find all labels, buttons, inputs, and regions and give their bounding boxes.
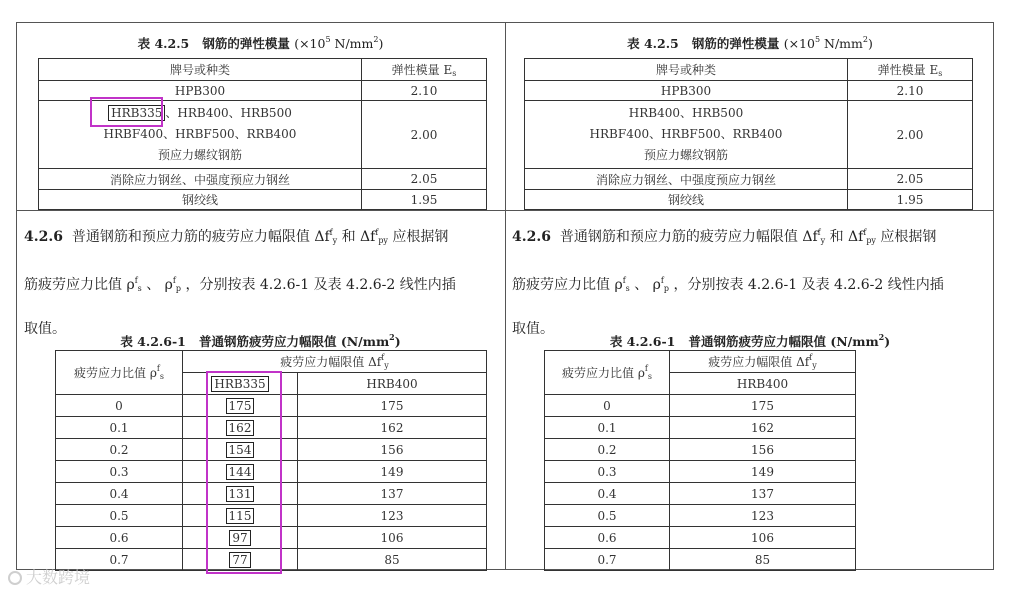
table-row: 0.1 162 162 [56,417,487,439]
fatigue-stress-table [544,350,856,571]
header-fatigue-limit: 疲劳应力幅限值 $\Delta f^f_y$ [670,351,856,373]
table-row: 0.2 156 [545,439,856,461]
table-row: 0.4 131 137 [56,483,487,505]
table-4-2-5-title: 表 4.2.5 钢筋的弹性模量 ($\times 10^5$ $N/mm^2$) [627,35,873,51]
elastic-modulus-table [38,58,487,210]
modulus-value: 1.95 [362,190,487,210]
table-4-2-5-title: 表 4.2.5 钢筋的弹性模量 ($\times 10^5$ $N/mm^2$) [137,35,384,51]
watermark-logo-icon [8,571,22,585]
hrb335-mark: HRB335 [108,105,165,121]
grade-cell: 消除应力钢丝、中强度预应力钢丝 [525,169,848,190]
grade-cell: 钢绞线 [39,190,362,210]
modulus-value: 2.05 [848,169,973,190]
modulus-value: 1.95 [848,190,973,210]
header-grade: 牌号或种类 [525,59,848,81]
header-grade: 牌号或种类 [39,59,362,81]
header-modulus: 弹性模量 $E_s$ [362,59,487,81]
table-row: 0 175 [545,395,856,417]
right-panel [506,22,994,570]
grade-cell: HPB300 [525,81,848,101]
table-row: 0.6 97 106 [56,527,487,549]
elastic-modulus-table [524,58,973,210]
table-row: 0.7 85 [545,549,856,571]
table-row: 0.5 115 123 [56,505,487,527]
header-ratio: 疲劳应力比值 $\rho^f_s$ [545,351,670,395]
header-fatigue-limit: 疲劳应力幅限值 $\Delta f^f_y$ [183,351,487,373]
table-row: 0.2 154 156 [56,439,487,461]
header-ratio: 疲劳应力比值 $\rho^f_s$ [56,351,183,395]
table-row: 0.3 144 149 [56,461,487,483]
table-row: 0.4 137 [545,483,856,505]
grade-cell: HPB300 [39,81,362,101]
header-hrb335: HRB335 [183,373,298,395]
table-row: 0 175 175 [56,395,487,417]
table-row: 0.6 106 [545,527,856,549]
table-4-2-6-1-title: 表 4.2.6-1 普通钢筋疲劳应力幅限值 $(N/mm^2)$ [120,332,401,349]
modulus-value: 2.00 [848,101,973,169]
header-modulus: 弹性模量 $E_s$ [848,59,973,81]
grade-cell: HRB335 、HRB400、HRB500 HRBF400、HRBF500、RRB400 预应力螺纹钢筋 [39,101,362,169]
grade-cell: 消除应力钢丝、中强度预应力钢丝 [39,169,362,190]
clause-4-2-6-text: 4.2.6 普通钢筋和预应力筋的疲劳应力幅限值 $\Delta f^f_y$ 和 $\Delta f^f_{py}$ 应根据钢 筋疲劳应力比值 $\rho^f_s$ 、 $\rho^f_p$ ，分别按表 4.2.6-1 及表 4.2.6-2 线性内插 取值。 [512,228,944,337]
hrb335-highlight-box [90,97,163,127]
table-4-2-6-1-title: 表 4.2.6-1 普通钢筋疲劳应力幅限值 $(N/mm^2)$ [609,332,891,349]
table-row: 0.1 162 [545,417,856,439]
table-row: 0.5 123 [545,505,856,527]
watermark: 大数跨境 [8,565,90,588]
clause-4-2-6-text: 4.2.6 普通钢筋和预应力筋的疲劳应力幅限值 $\Delta f^f_y$ 和 $\Delta f^f_{py}$ 应根据钢 筋疲劳应力比值 $\rho^f_s$ 、 $\rho^f_p$ ，分别按表 4.2.6-1 及表 4.2.6-2 线性内插 取值。 [24,228,456,337]
table-row: 0.7 77 85 [56,549,487,571]
grade-cell: 钢绞线 [525,190,848,210]
table-row: 0.3 149 [545,461,856,483]
grade-cell: HRB400、HRB500 HRBF400、HRBF500、RRB400 预应力螺纹钢筋 [525,101,848,169]
modulus-value: 2.05 [362,169,487,190]
hrb335-column-highlight [206,371,282,574]
modulus-value: 2.00 [362,101,487,169]
modulus-value: 2.10 [362,81,487,101]
header-hrb400: HRB400 [670,373,856,395]
header-hrb400: HRB400 [298,373,487,395]
modulus-value: 2.10 [848,81,973,101]
